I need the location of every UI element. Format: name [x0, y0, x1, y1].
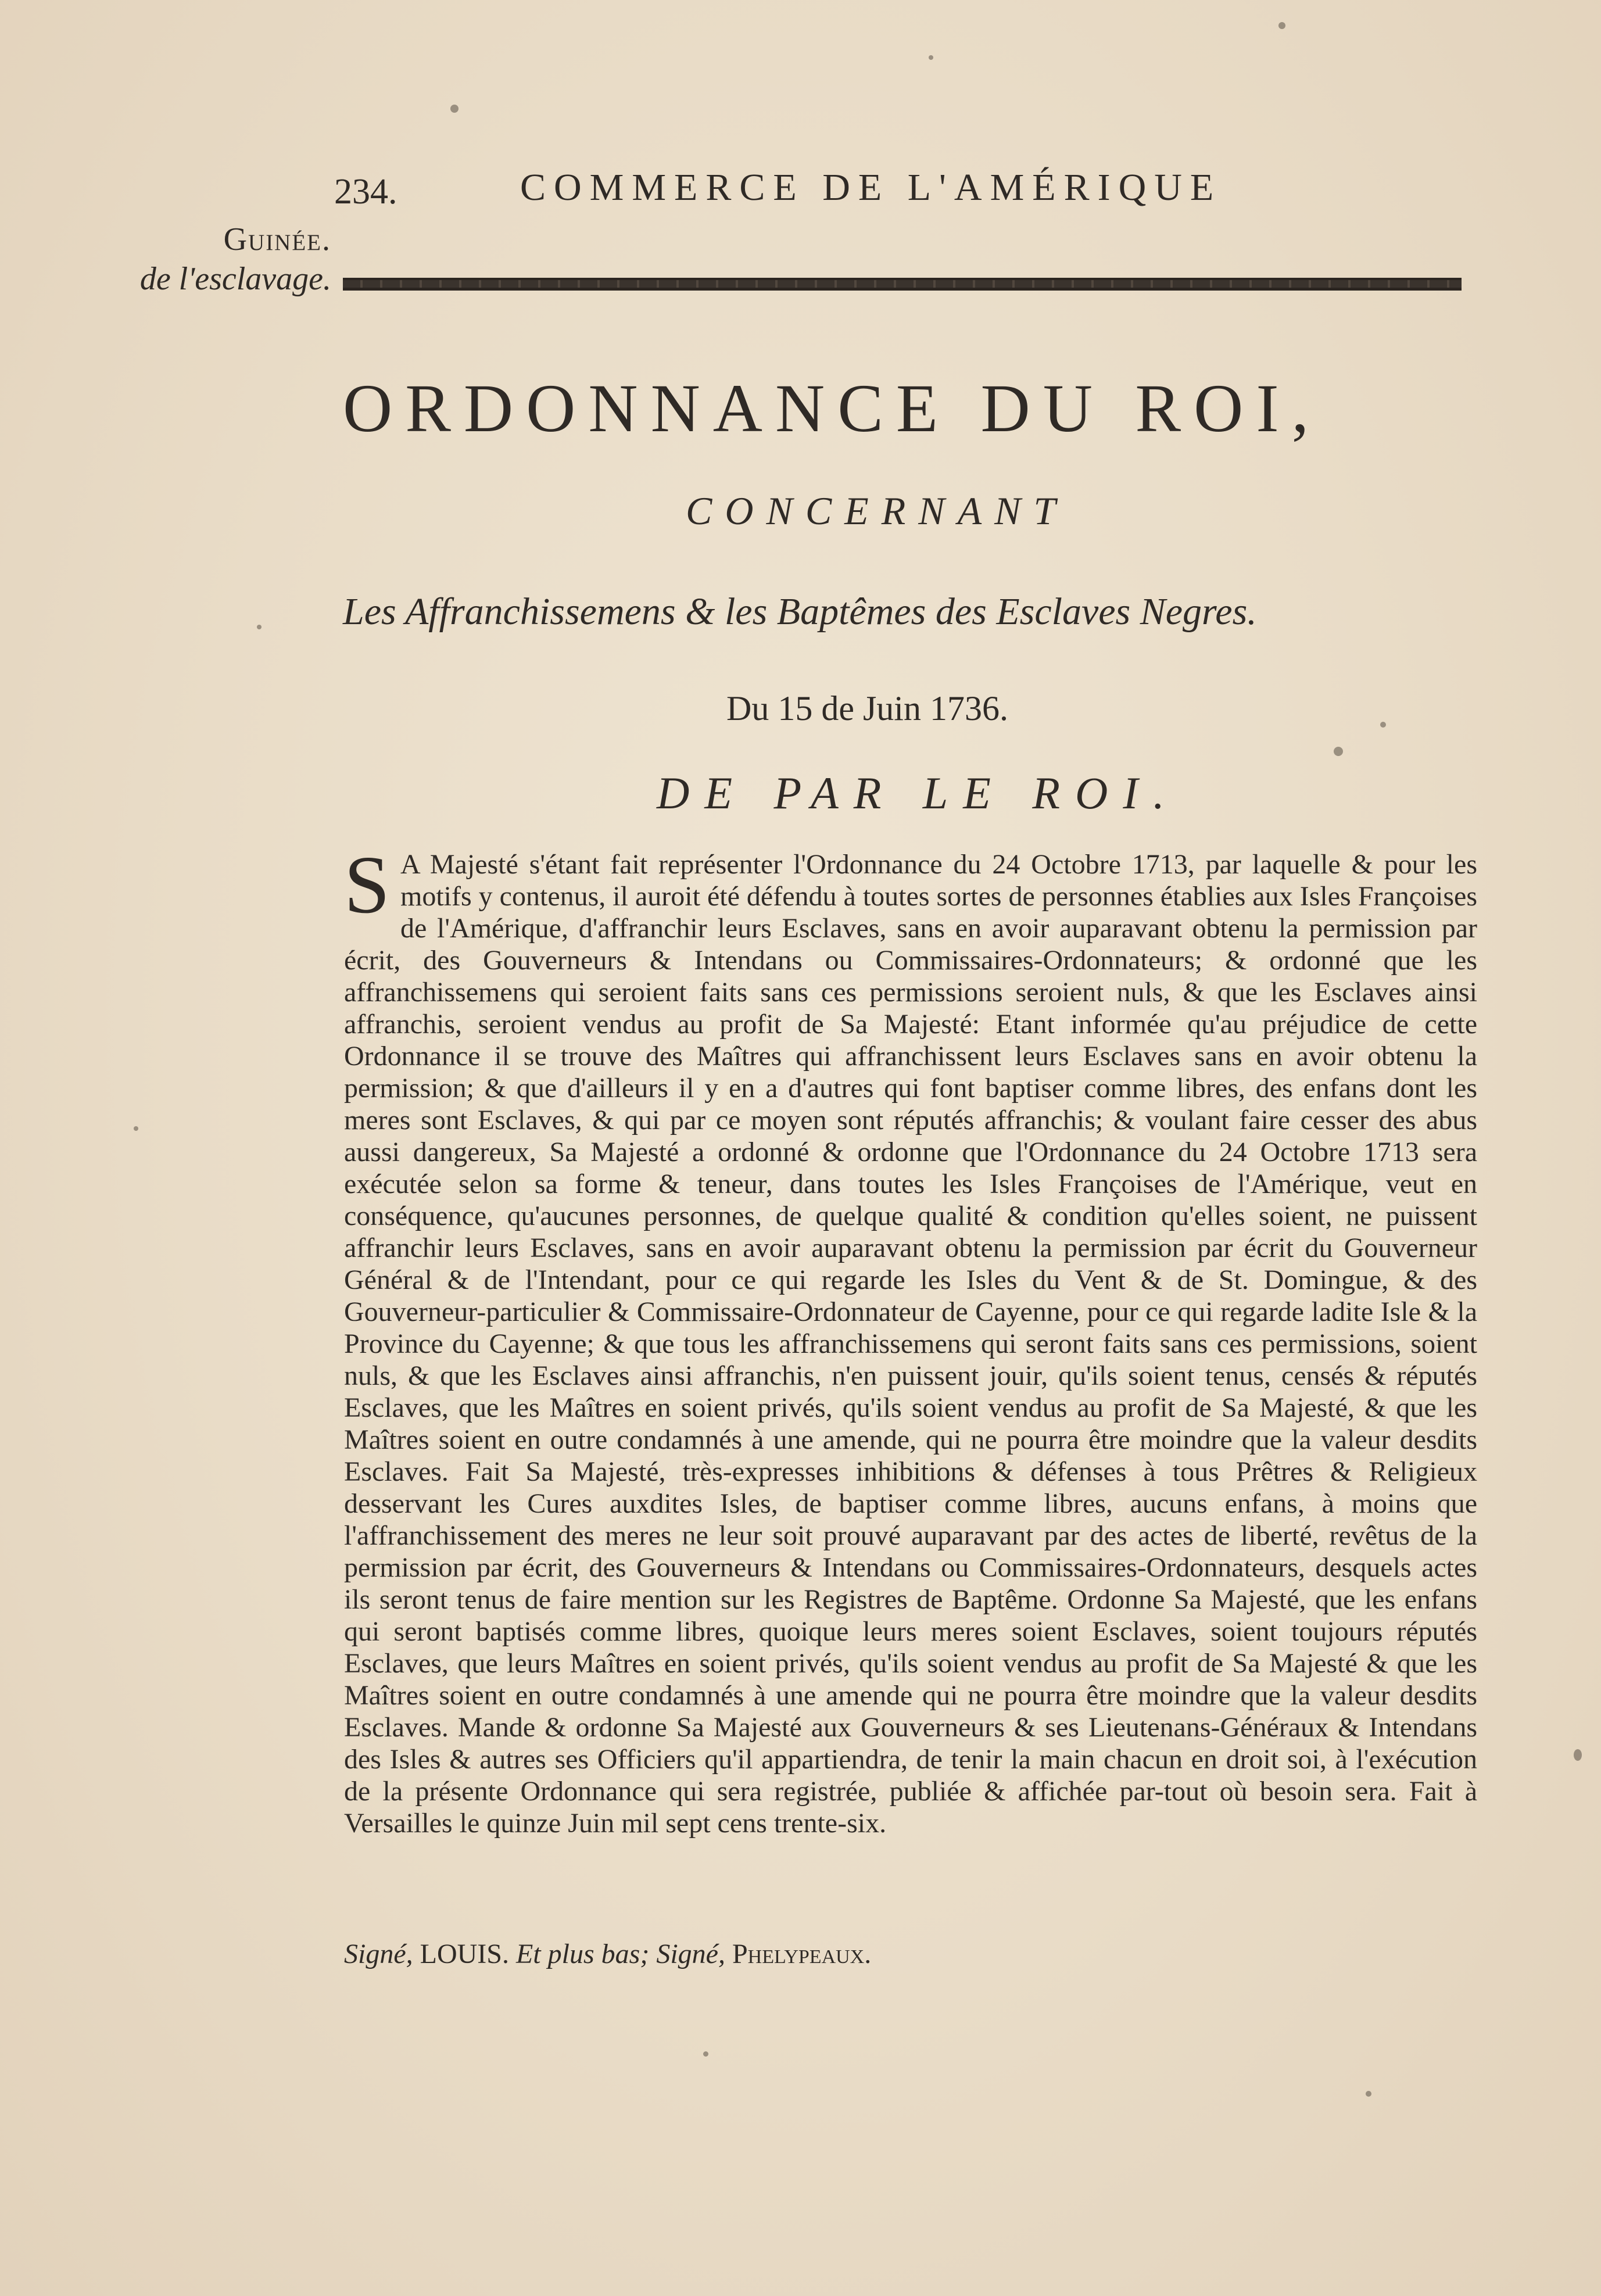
margin-note-topic: de l'esclavage.	[139, 261, 331, 297]
signature-line	[344, 1938, 1477, 1970]
margin-note-section: Guinée.	[223, 221, 331, 257]
running-title: COMMERCE DE L'AMÉRIQUE	[520, 166, 1222, 209]
ordinance-date: Du 15 de Juin 1736.	[726, 689, 1008, 728]
subject-line: Les Affranchissemens & les Baptêmes des Esclaves Negres.	[343, 590, 1257, 633]
ordinance-text: A Majesté s'étant fait représenter l'Ordonnance du 24 Octobre 1713, par laquelle & pour les motifs y contenus, il auroit été défendu à toutes sortes de personnes établies aux Isles Françoises de l'Amérique, d'affranchir leurs Esclaves, sans en avoir auparavant obtenu la permission par écrit, des Gouverneurs & Intendans ou Commissaires-Ordonnateurs; & ordonné que les affranchissemens qui seroient faits sans ces permissions seroient nuls, & que les Esclaves ainsi affranchis, seroient vendus au profit de Sa Majesté: Etant informée qu'au préjudice de cette Ordonnance il se trouve des Maîtres qui affranchissent leurs Esclaves sans en avoir obtenu la permission; & que d'ailleurs il y en a d'autres qui font baptiser comme libres, des enfans dont les meres sont Esclaves, & qui par ce moyen sont réputés affranchis; & voulant faire cesser des abus aussi dangereux, Sa Majesté a ordonné & ordonne que l'Ordonnance du 24 Octobre 1713 sera exécutée selon sa forme & teneur, dans toutes les Isles Françoises de l'Amérique, veut en conséquence, qu'aucunes personnes, de quelque qualité & condition qu'elles soient, ne puissent affranchir leurs Esclaves, sans en avoir auparavant obtenu la permission par écrit du Gouverneur Général & de l'Intendant, pour ce qui regarde les Isles du Vent & de St. Domingue, & des Gouverneur-particulier & Commissaire-Ordonnateur de Cayenne, pour ce qui regarde ladite Isle & la Province du Cayenne; & que tous les affranchissemens qui seront faits sans ces permissions, soient nuls, & que les Esclaves ainsi affranchis, n'en puissent jouir, qu'ils soient tenus, censés & réputés Esclaves, que les Maîtres en soient privés, qu'ils soient vendus au profit de Sa Majesté, & que les Maîtres soient en outre condamnés à une amende, qui ne pourra être moindre que la valeur desdits Esclaves. Fait Sa Majesté, très-expresses inhibitions & défenses à tous Prêtres & Religieux desservant les Cures auxdites Isles, de baptiser comme libres, aucuns enfans, à moins que l'affranchissement des meres ne leur soit prouvé auparavant par des actes de liberté, revêtus de la permission par écrit, des Gouverneurs & Intendans ou Commissaires-Ordonnateurs, desquels actes ils seront tenus de faire mention sur les Registres de Baptême. Ordonne Sa Majesté, que les enfans qui seront baptisés comme libres, quoique leurs meres soient Esclaves, soient toujours réputés Esclaves, que leurs Maîtres en soient privés, qu'ils soient vendus au profit de Sa Majesté & que les Maîtres soient en outre condamnés à une amende qui ne pourra être moindre que la valeur desdits Esclaves. Mande & ordonne Sa Majesté aux Gouverneurs & ses Lieutenans-Généraux & Intendans des Isles & autres ses Officiers qu'il appartiendra, de tenir la main chacun en droit soi, à l'exécution de la présente Ordonnance qui sera registrée, publiée & affichée par-tout où besoin sera. Fait à Versailles le quinze Juin mil sept cens trente-six.	[344, 849, 1477, 1839]
margin-note	[116, 221, 331, 298]
ink-speck	[1380, 722, 1386, 728]
ink-speck	[929, 55, 933, 60]
ink-speck	[257, 625, 262, 629]
de-par-le-roi-heading: DE PAR LE ROI.	[657, 768, 1180, 818]
ordinance-body	[344, 839, 1477, 1839]
page-number: 234.	[334, 172, 397, 212]
et-plus-bas-label: Et plus bas;	[515, 1939, 650, 1969]
ink-speck	[1574, 1749, 1582, 1761]
signer-name-phelypeaux: Phelypeaux.	[732, 1939, 872, 1969]
ink-speck	[703, 2051, 708, 2057]
ink-speck	[450, 105, 459, 113]
ink-speck	[1366, 2091, 1371, 2097]
signe-label: Signé,	[344, 1939, 413, 1969]
drop-cap: S	[344, 839, 390, 930]
running-header	[334, 166, 1462, 218]
concernant-heading: CONCERNANT	[686, 489, 1069, 533]
header-rule	[343, 278, 1462, 291]
ink-speck	[1278, 22, 1285, 29]
ink-speck	[134, 1126, 138, 1131]
signe-label-second: Signé,	[656, 1939, 725, 1969]
signer-name-louis: LOUIS.	[420, 1939, 509, 1969]
ink-speck	[1334, 747, 1343, 756]
document-title: ORDONNANCE DU ROI,	[343, 370, 1322, 446]
